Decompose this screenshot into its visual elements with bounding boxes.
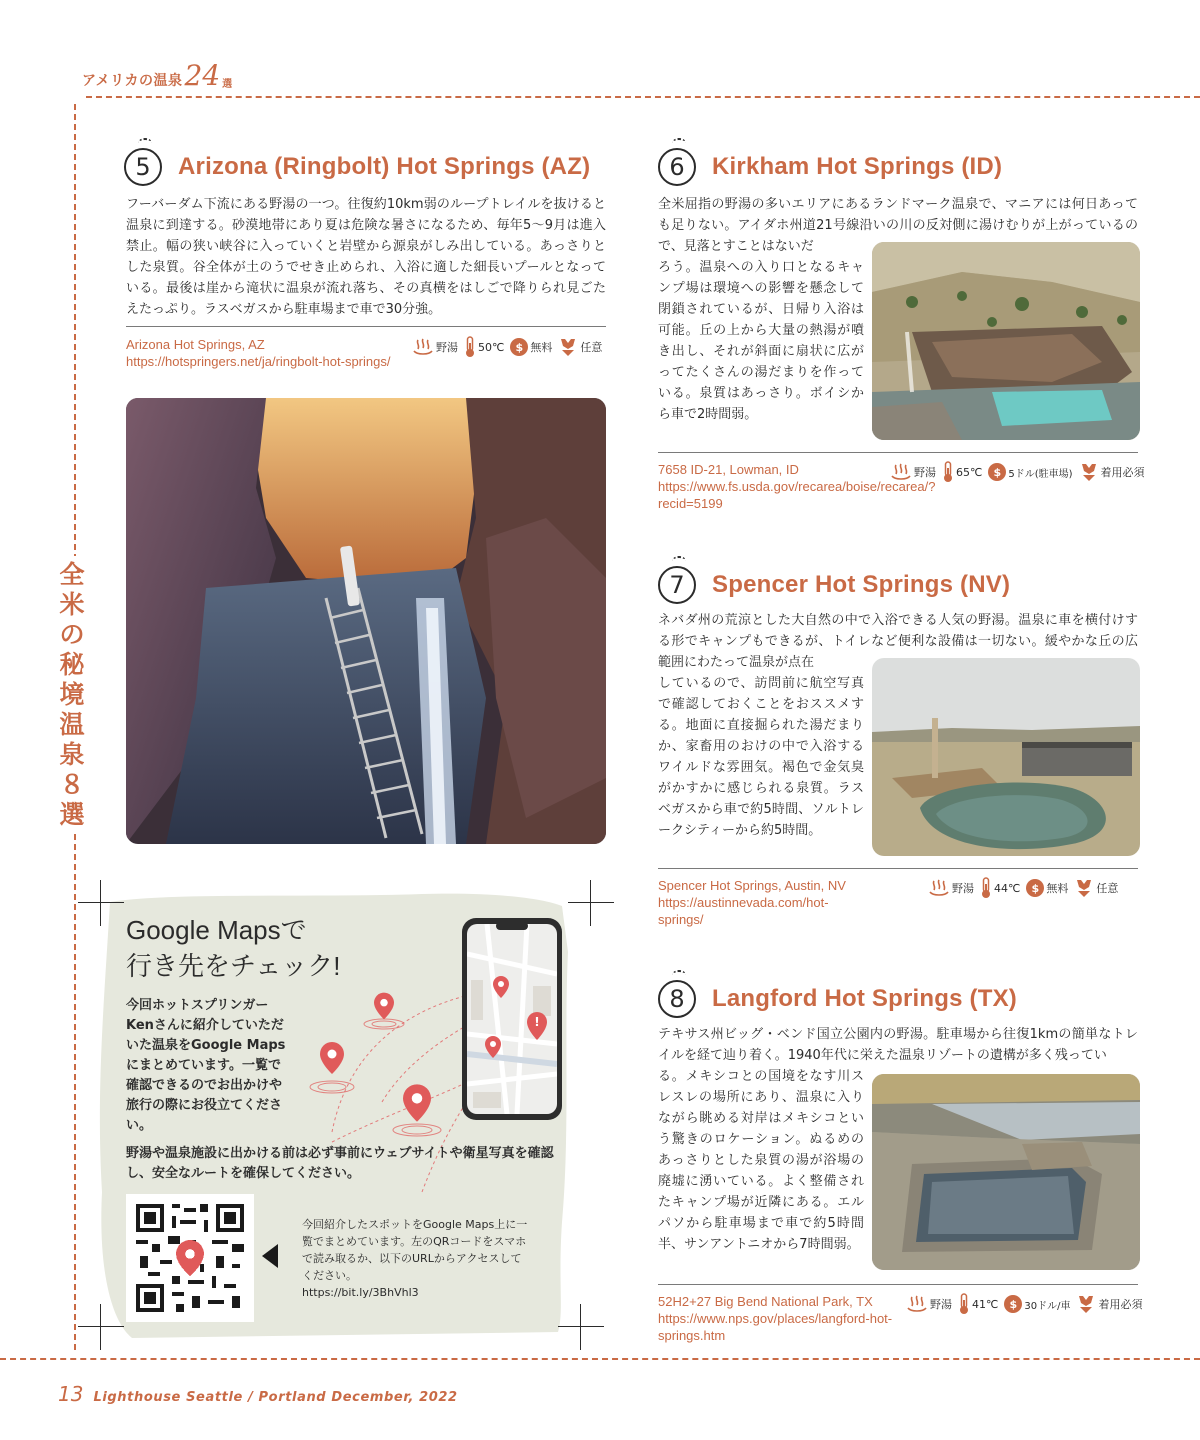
- section-7-body-top: ネバダ州の荒涼とした大自然の中で入浴できる人気の野湯。温泉に車を横付けする形でキャンプもできるが、トイレなど便利な設備は一切ない。緩やかな丘の広範囲にわたって温泉が点在: [658, 613, 1138, 670]
- address: Spencer Hot Springs, Austin, NV: [658, 878, 846, 893]
- thermometer-icon: [980, 877, 992, 899]
- thermometer-icon: [464, 336, 476, 358]
- google-maps-title: [126, 912, 340, 984]
- page-number: 13: [58, 1382, 84, 1406]
- qr-code[interactable]: [126, 1194, 254, 1322]
- temp-item: [464, 336, 504, 358]
- url-link[interactable]: https://hotspringers.net/ja/ringbolt-hot-springs/: [126, 354, 391, 369]
- crop-mark-icon: [570, 1316, 592, 1338]
- dollar-icon: $: [1026, 879, 1044, 897]
- type-label: 野湯: [952, 882, 974, 895]
- svg-text:!: !: [534, 1015, 540, 1029]
- type-label: 野湯: [914, 466, 936, 479]
- running-head: [82, 58, 232, 90]
- crop-mark-icon: [90, 892, 112, 914]
- swimsuit-label: 任意: [1096, 882, 1119, 895]
- swimsuit-icon: [1074, 878, 1094, 898]
- fee-label: 無料: [530, 341, 553, 354]
- swimsuit-item: [558, 337, 602, 357]
- temp-item: [980, 877, 1020, 899]
- google-maps-title-line: Google Mapsで: [126, 915, 307, 945]
- divider: [126, 326, 606, 327]
- phone-notch: [496, 922, 528, 930]
- url-link[interactable]: https://www.nps.gov/places/langford-hot-springs.htm: [658, 1311, 893, 1343]
- side-title-char: 温: [59, 710, 85, 739]
- fee-item: [1026, 879, 1068, 897]
- temp-label: 44℃: [994, 881, 1021, 895]
- map-pin-icon: [403, 1084, 431, 1126]
- temp-item: [942, 461, 982, 483]
- fee-item: [510, 338, 552, 356]
- section-5-meta: [412, 336, 608, 358]
- hot-spring-icon: [928, 878, 950, 898]
- google-maps-title-line: 行き先をチェック!: [126, 951, 341, 981]
- running-head-suffix: 選: [222, 79, 233, 90]
- page-footer: [58, 1382, 458, 1406]
- url-link[interactable]: https://www.fs.usda.gov/recarea/boise/recarea/?recid=5199: [658, 479, 936, 511]
- swimsuit-item: [1076, 1294, 1142, 1314]
- temp-label: 50℃: [478, 340, 505, 354]
- section-6-meta: [890, 461, 1151, 483]
- url-link[interactable]: https://austinnevada.com/hot-springs/: [658, 895, 829, 927]
- fee-label: 無料: [1046, 882, 1069, 895]
- side-title: [56, 556, 88, 834]
- section-5-body: フーバーダム下流にある野湯の一つ。往復約10km弱のループトレイルを抜けると温泉に到達する。砂漠地帯にあり夏は危険な暑さになるため、毎年5〜9月は進入禁止。幅の狭い峡谷に入っていくと岩壁から源泉がしみ出している。あっさりとした泉質。谷全体が土のうでせき止められ、入浴に適した細長いプールとなっている。最後は崖から滝状に温泉が流れ落ち、その真横をはしごで降りられ見ごたえたっぷり。ラスベガスから駐車場まで車で30分強。: [126, 197, 606, 317]
- section-title: Arizona (Ringbolt) Hot Springs (AZ): [178, 153, 591, 180]
- section-title: Kirkham Hot Springs (ID): [712, 153, 1003, 180]
- section-6-body-top: 全米屈指の野湯の多いエリアにあるランドマーク温泉で、マニアには何日あっても足りない。アイダホ州道21号線沿いの川の反対側に湯けむりが上がっているので、見落とすことはないだ: [658, 197, 1138, 254]
- google-maps-text-wide: 野湯や温泉施設に出かける前は必ず事前にウェブサイトや衛星写真を確認し、安全なルートを確保してください。: [126, 1146, 554, 1181]
- swimsuit-label: 着用必須: [1098, 1298, 1143, 1311]
- side-title-char: 米: [59, 590, 85, 619]
- hot-spring-icon: [412, 337, 434, 357]
- dollar-icon: $: [988, 463, 1006, 481]
- type-item: [928, 878, 974, 898]
- section-number: 5: [124, 148, 162, 186]
- side-title-char: 泉: [59, 740, 85, 769]
- divider: [658, 452, 1138, 453]
- qr-note: [302, 1216, 532, 1301]
- qr-note-text: 今回紹介したスポットをGoogle Maps上に一覧でまとめています。左のQRコードをスマホで読み取るか、以下のURLからアクセスしてください。: [302, 1218, 528, 1282]
- running-head-title: アメリカの温泉: [82, 73, 183, 89]
- section-8-info: [658, 1293, 894, 1344]
- section-8-heading: [658, 980, 1017, 1018]
- phone-screen-map: [467, 924, 557, 1114]
- section-5-heading: [124, 148, 590, 186]
- section-7-meta: [928, 877, 1124, 899]
- crop-mark-icon: [90, 1316, 112, 1338]
- swimsuit-icon: [1076, 1294, 1096, 1314]
- section-7-body-side: しているので、訪問前に航空写真で確認しておくことをおススメする。地面に直接掘られた湯だまりか、家畜用のおけの中で入浴するワイルドな雰囲気。褐色で金気臭がかすかに感じられる泉質。ラスベガスから車で約5時間、ソルトレークシティーから約5時間。: [658, 676, 864, 838]
- fee-item: [988, 463, 1072, 481]
- fee-label: 5ドル(駐車場): [1008, 468, 1073, 480]
- section-7-heading: [658, 566, 1010, 604]
- address: 7658 ID-21, Lowman, ID: [658, 462, 799, 477]
- section-8-body-side: る。メキシコとの国境をなす川スレスレの場所にあり、温泉に入りながら眺める対岸はメキシコという驚きのロケーション。ぬるめのあっさりとした泉質の湯が浴場の廃墟に湧いている。よく整備されたキャンプ場が近隣にある。エルパソから駐車場まで車で約5時間半、サンアントニオから7時間弱。: [658, 1069, 864, 1252]
- address: Arizona Hot Springs, AZ: [126, 337, 265, 352]
- temp-label: 65℃: [956, 465, 983, 479]
- type-item: [412, 337, 458, 357]
- address: 52H2+27 Big Bend National Park, TX: [658, 1294, 873, 1309]
- photo-kirkham: [872, 242, 1140, 440]
- frame-top-border: [86, 96, 1200, 98]
- crop-mark-icon: [580, 892, 602, 914]
- section-8-body-top: テキサス州ビッグ・ベンド国立公園内の野湯。駐車場から往復1kmの簡単なトレイルを経て辿り着く。1940年代に栄えた温泉リゾートの遺構が多く残ってい: [658, 1027, 1138, 1063]
- type-label: 野湯: [930, 1298, 952, 1311]
- swimsuit-label: 任意: [580, 341, 603, 354]
- divider: [658, 868, 1138, 869]
- side-title-char: 境: [59, 680, 85, 709]
- hot-spring-icon: [906, 1294, 928, 1314]
- fee-label: 30ドル/車: [1024, 1300, 1071, 1312]
- side-title-char: 選: [59, 800, 85, 829]
- section-8-meta: [906, 1293, 1148, 1315]
- magazine-name: Lighthouse Seattle / Portland December, 2022: [93, 1390, 458, 1405]
- type-item: [906, 1294, 952, 1314]
- type-item: [890, 462, 936, 482]
- side-title-char: の: [59, 620, 85, 649]
- swimsuit-item: [1079, 462, 1145, 482]
- photo-arizona-canyon: [126, 398, 606, 844]
- side-title-char: ８: [59, 770, 85, 799]
- arrow-left-icon: [262, 1244, 278, 1268]
- phone-illustration: [462, 918, 562, 1120]
- dollar-icon: $: [1004, 1295, 1022, 1313]
- swimsuit-item: [1074, 878, 1118, 898]
- dollar-icon: $: [510, 338, 528, 356]
- section-title: Langford Hot Springs (TX): [712, 985, 1017, 1012]
- side-title-char: 秘: [59, 650, 85, 679]
- swimsuit-icon: [1079, 462, 1099, 482]
- qr-url-link[interactable]: https://bit.ly/3BhVhl3: [302, 1286, 419, 1299]
- section-number: 7: [658, 566, 696, 604]
- frame-bottom-border: [0, 1358, 1200, 1360]
- map-pin-icon: [320, 1042, 344, 1078]
- section-number: 8: [658, 980, 696, 1018]
- google-maps-panel: [92, 892, 582, 1340]
- divider: [658, 1284, 1138, 1285]
- temp-label: 41℃: [972, 1297, 999, 1311]
- side-title-char: 全: [59, 560, 85, 589]
- fee-item: [1004, 1295, 1070, 1313]
- thermometer-icon: [942, 461, 954, 483]
- google-maps-text-narrow: 今回ホットスプリンガーKenさんに紹介していただいた温泉をGoogle Mapsにまとめています。一覧で確認できるのでお出かけや旅行の際にお役立てください。: [126, 998, 286, 1133]
- type-label: 野湯: [436, 341, 458, 354]
- temp-item: [958, 1293, 998, 1315]
- section-number: 6: [658, 148, 696, 186]
- section-5-info: [126, 336, 396, 370]
- running-head-number: 24: [184, 59, 221, 92]
- map-pin-icon: [374, 992, 394, 1024]
- swimsuit-icon: [558, 337, 578, 357]
- section-6-body-side: ろう。温泉への入り口となるキャンプ場は環境への影響を懸念して閉鎖されているが、日帰り入浴は可能。丘の上から大量の熱湯が噴き出し、それが斜面に扇状に広がってたくさんの湯だまりを作っている。泉質はあっさり。ボイシから車で2時間弱。: [658, 260, 864, 422]
- section-6-heading: [658, 148, 1002, 186]
- photo-langford: [872, 1074, 1140, 1270]
- section-title: Spencer Hot Springs (NV): [712, 571, 1011, 598]
- section-7-info: [658, 877, 870, 928]
- swimsuit-label: 着用必須: [1100, 466, 1145, 479]
- hot-spring-icon: [890, 462, 912, 482]
- thermometer-icon: [958, 1293, 970, 1315]
- photo-spencer: [872, 658, 1140, 856]
